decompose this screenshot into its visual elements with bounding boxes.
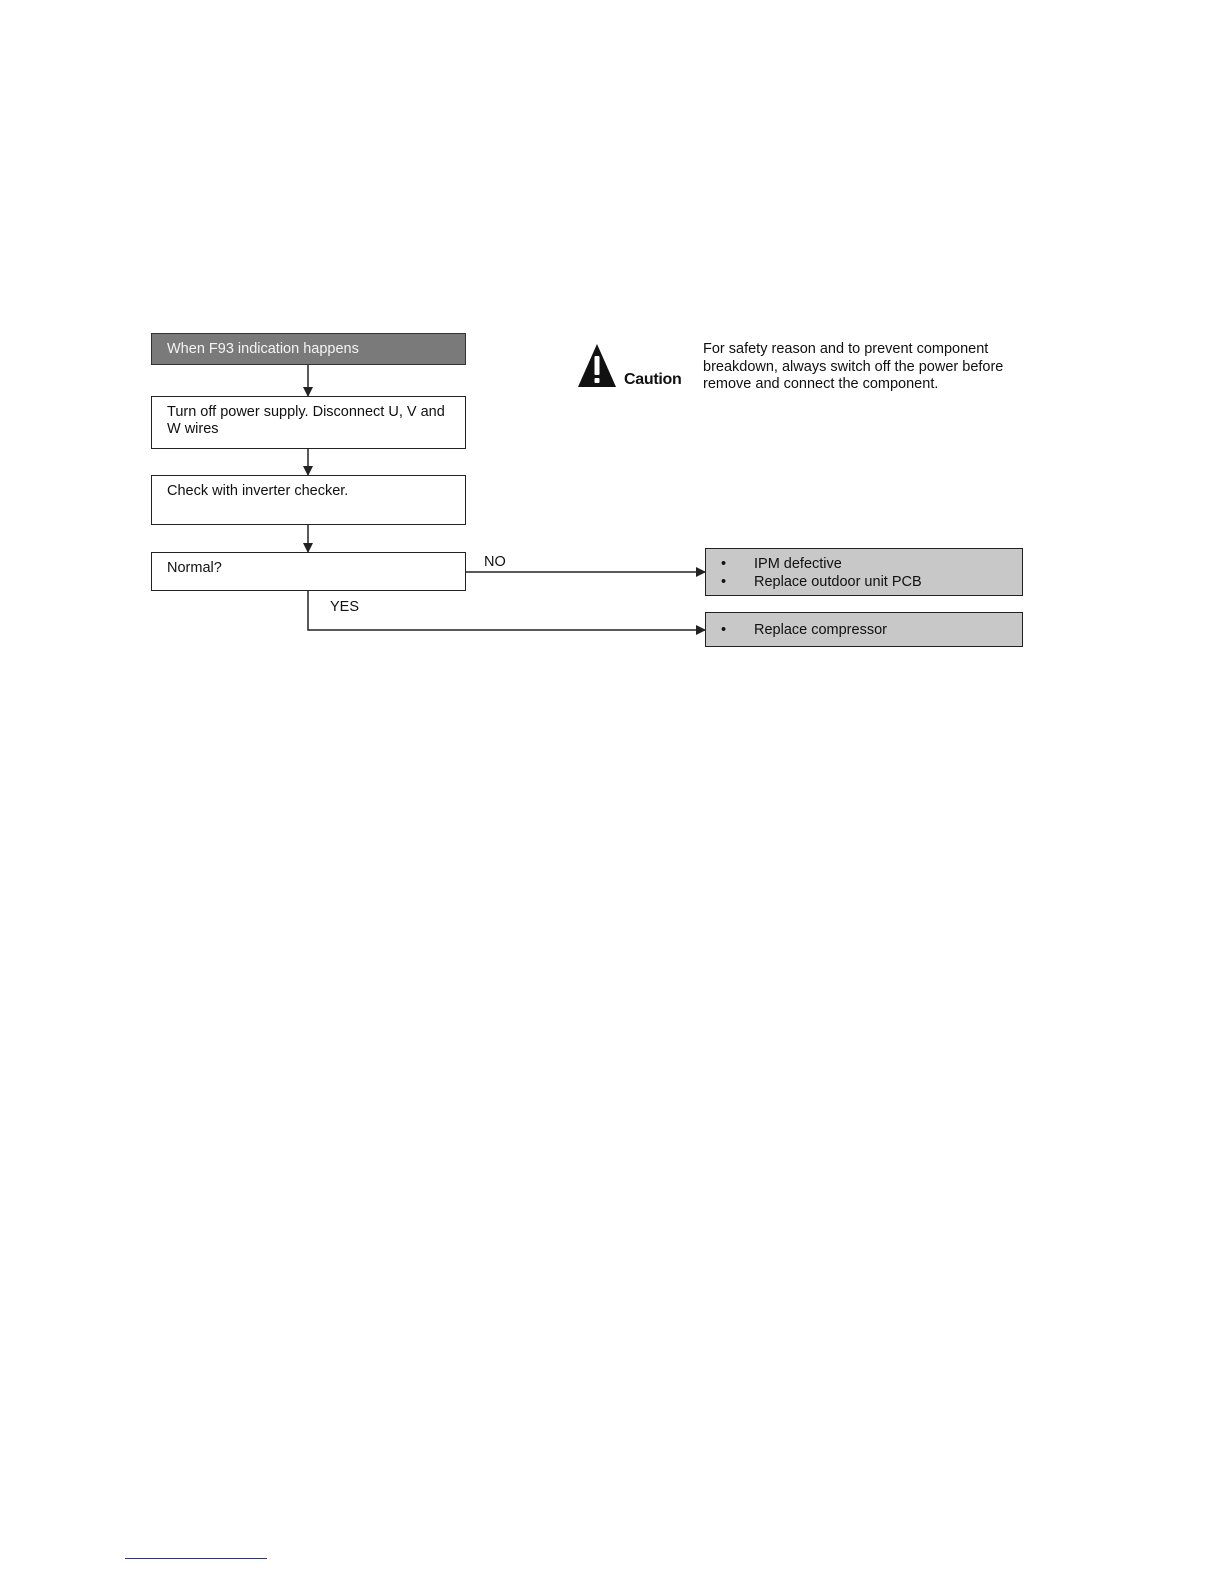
warning-triangle-icon	[576, 342, 618, 390]
flowchart-result-no	[705, 548, 1023, 596]
flowchart-result-yes	[705, 612, 1023, 647]
step1-label: Turn off power supply. Disconnect U, V and W wires	[167, 404, 445, 437]
footer-link-underline	[125, 1558, 267, 1559]
flowchart-step-power-off	[151, 396, 466, 449]
caution-text: For safety reason and to prevent component breakdown, always switch off the power before remove and connect the component.	[703, 341, 1004, 392]
yes-result-item: • Replace compressor	[721, 621, 1007, 639]
start-label: When F93 indication happens	[167, 341, 359, 357]
no-result-item: • IPM defective	[721, 555, 1007, 573]
no-result-list	[721, 555, 1007, 591]
flowchart-decision-normal	[151, 552, 466, 591]
decision-label: Normal?	[167, 560, 222, 576]
yes-edge-label: YES	[330, 599, 360, 615]
yes-result-list	[721, 621, 1007, 639]
caution-heading: Caution	[624, 371, 682, 388]
no-result-item: • Replace outdoor unit PCB	[721, 573, 1007, 591]
flowchart-step-inverter-check	[151, 475, 466, 525]
no-edge-label: NO	[484, 554, 506, 570]
arrow-decision-yes	[308, 591, 705, 630]
flowchart-start-box	[151, 333, 466, 365]
step2-label: Check with inverter checker.	[167, 483, 349, 499]
